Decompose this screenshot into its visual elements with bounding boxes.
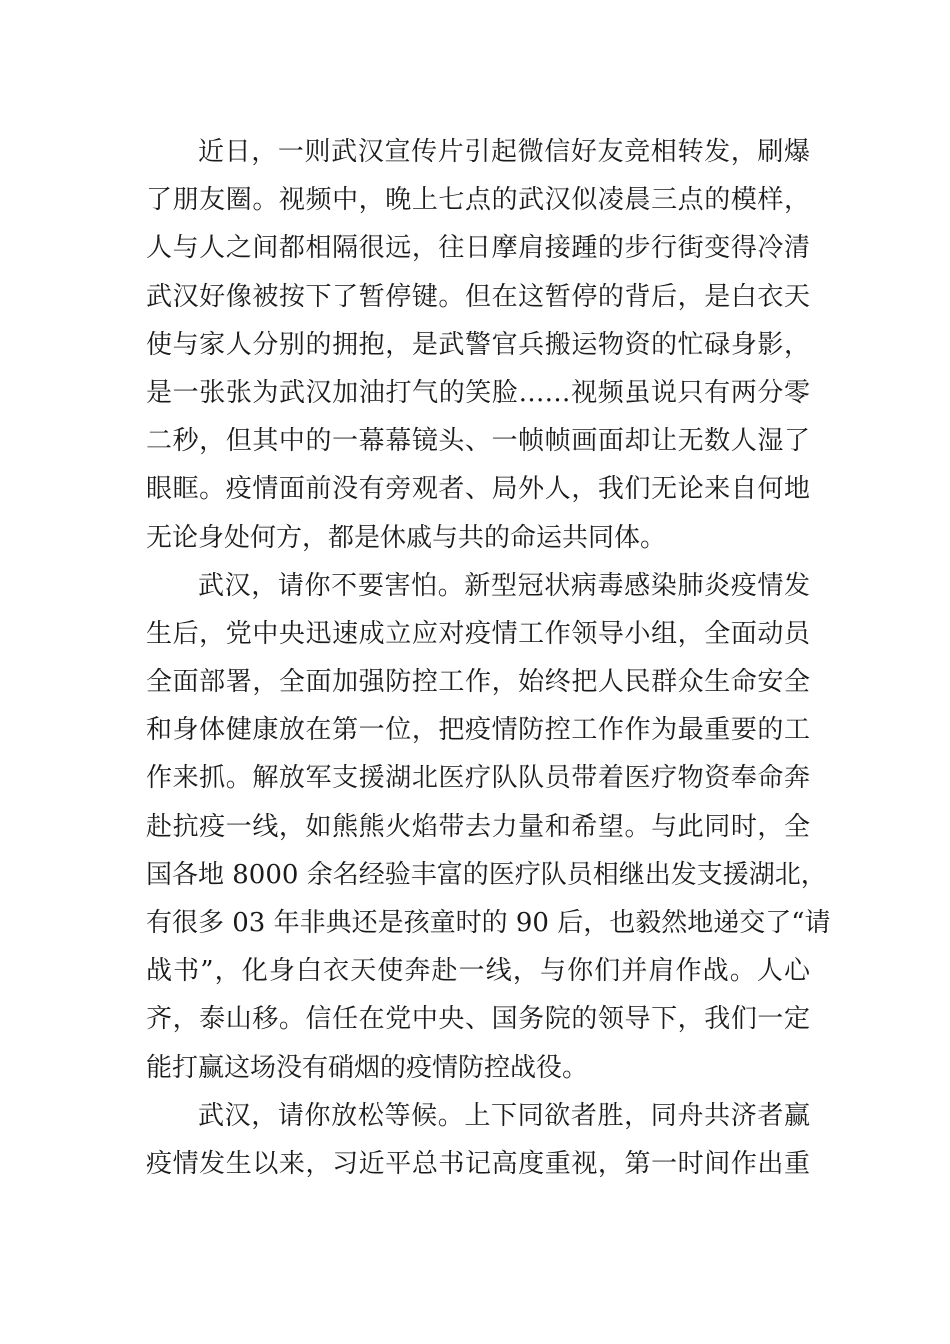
- paragraph-2-line-4: 和身体健康放在第一位，把疫情防控工作作为最重要的工: [146, 715, 810, 746]
- paragraph-2-line-3: 全面部署，全面加强防控工作，始终把人民群众生命安全: [146, 667, 810, 698]
- paragraph-1-line-2: 了朋友圈。视频中，晚上七点的武汉似凌晨三点的模样，: [146, 185, 810, 216]
- paragraph-1-line-1: 近日，一则武汉宣传片引起微信好友竞相转发，刷爆: [198, 137, 810, 167]
- paragraph-2-line-6: 赴抗疫一线，如熊熊火焰带去力量和希望。与此同时，全: [146, 811, 810, 842]
- article-body: [146, 128, 831, 1188]
- paragraph-2-line-10: 齐，泰山移。信任在党中央、国务院的领导下，我们一定: [146, 1004, 810, 1035]
- paragraph-2-line-1: 武汉，请你不要害怕。新型冠状病毒感染肺炎疫情发: [198, 570, 810, 601]
- paragraph-3-line-2: 疫情发生以来，习近平总书记高度重视，第一时间作出重: [146, 1148, 810, 1179]
- paragraph-3-line-1: 武汉，请你放松等候。上下同欲者胜，同舟共济者赢: [198, 1100, 810, 1131]
- paragraph-1-line-9: 无论身处何方，都是休戚与共的命运共同体。: [146, 522, 667, 553]
- paragraph-2-line-9: 战书”，化身白衣天使奔赴一线，与你们并肩作战。人心: [146, 956, 810, 987]
- paragraph-1-line-3: 人与人之间都相隔很远，往日摩肩接踵的步行街变得冷清: [146, 233, 810, 264]
- paragraph-1-line-5: 使与家人分别的拥抱，是武警官兵搬运物资的忙碌身影，: [146, 329, 810, 360]
- paragraph-2-line-5: 作来抓。解放军支援湖北医疗队队员带着医疗物资奉命奔: [146, 763, 810, 794]
- paragraph-1-line-7: 二秒，但其中的一幕幕镜头、一帧帧画面却让无数人湿了: [146, 426, 810, 457]
- paragraph-1-line-8: 眼眶。疫情面前没有旁观者、局外人，我们无论来自何地: [146, 474, 810, 505]
- paragraph-2-line-7: 国各地 8000 余名经验丰富的医疗队员相继出发支援湖北，: [146, 859, 827, 890]
- paragraph-2-line-8: 有很多 03 年非典还是孩童时的 90 后，也毅然地递交了“请: [146, 908, 831, 938]
- paragraph-1-line-4: 武汉好像被按下了暂停键。但在这暂停的背后，是白衣天: [146, 281, 810, 312]
- paragraph-2-line-11: 能打赢这场没有硝烟的疫情防控战役。: [146, 1052, 589, 1083]
- paragraph-2-line-2: 生后，党中央迅速成立应对疫情工作领导小组，全面动员: [146, 618, 810, 649]
- paragraph-1-line-6: 是一张张为武汉加油打气的笑脸……视频虽说只有两分零: [146, 377, 810, 408]
